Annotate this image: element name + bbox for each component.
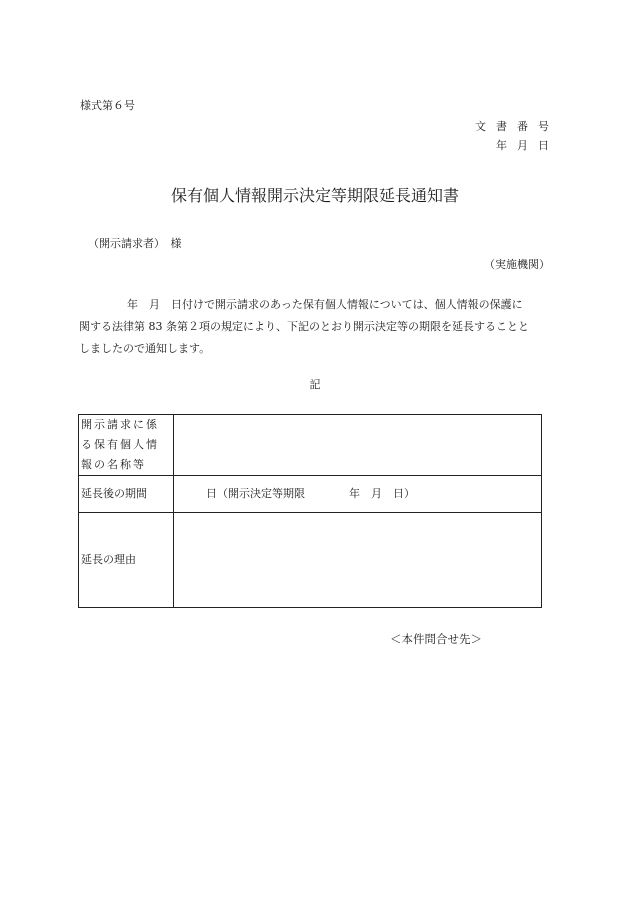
table-label-cell xyxy=(79,415,174,476)
details-table xyxy=(78,414,542,608)
document-title: 保有個人情報開示決定等期限延長通知書 xyxy=(170,186,459,205)
info-name-label: 開示請求に係る保有個人情報の名称等 xyxy=(81,418,159,471)
info-name-value xyxy=(174,415,542,476)
table-row xyxy=(79,513,542,608)
body-paragraph xyxy=(79,294,552,360)
form-number: 様式第６号 xyxy=(80,99,135,112)
body-line: 関する法律第 83 条第２項の規定により、下記のとおり開示決定等の期限を延長することと xyxy=(79,320,529,333)
extension-reason-value xyxy=(174,513,542,608)
extended-period-value: 日（開示決定等期限 年 月 日） xyxy=(174,476,542,513)
table-row xyxy=(79,415,542,476)
issuing-agency: （実施機関） xyxy=(484,258,550,271)
extension-reason-label: 延長の理由 xyxy=(79,513,174,608)
addressee: （開示請求者） 様 xyxy=(88,237,182,250)
ki-heading: 記 xyxy=(309,378,321,391)
contact-heading: ＜本件問合せ先＞ xyxy=(390,632,482,646)
date-label: 年月日 xyxy=(496,139,559,152)
table-row xyxy=(79,476,542,513)
document-number-label: 文書番号 xyxy=(475,120,559,133)
extended-period-label: 延長後の期間 xyxy=(79,476,174,513)
body-line: しましたので通知します。 xyxy=(79,342,211,355)
body-line: 年 月 日付けで開示請求のあった保有個人情報については、個人情報の保護に xyxy=(127,298,523,311)
